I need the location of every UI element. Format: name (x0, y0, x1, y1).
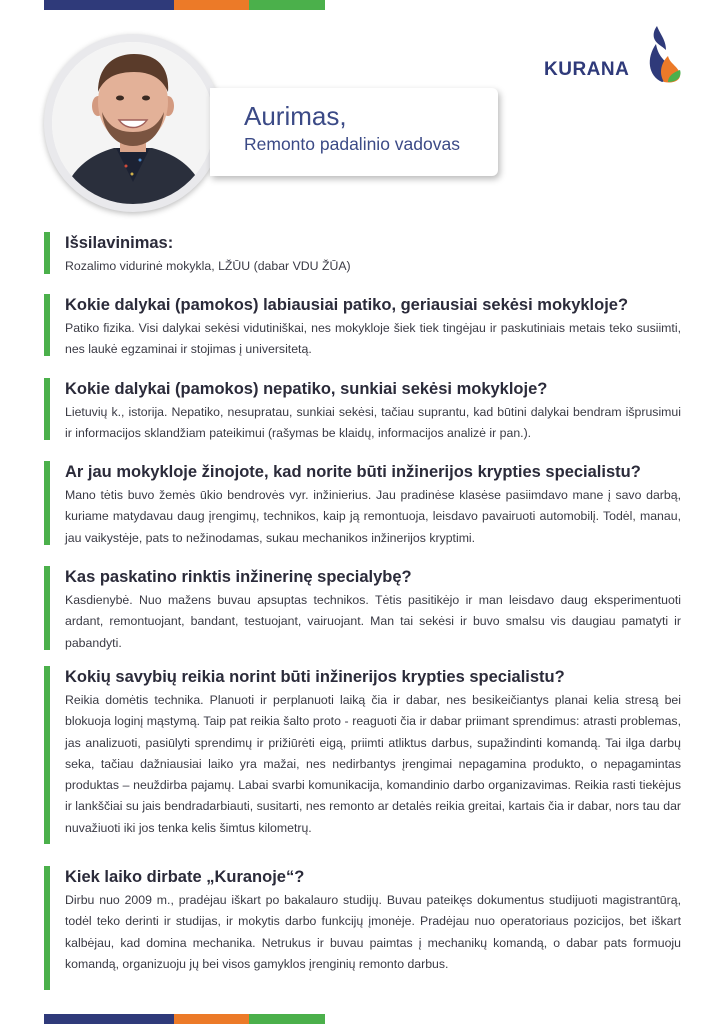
section-bar (44, 566, 50, 650)
section-title: Kokių savybių reikia norint būti inžinerijos krypties specialistu? (65, 668, 565, 686)
top-color-stripe (44, 0, 325, 10)
stripe-orange (174, 1014, 249, 1024)
section-bar (44, 232, 50, 274)
stripe-navy (44, 0, 174, 10)
section-title: Kokie dalykai (pamokos) labiausiai patiko, geriausiai sekėsi mokykloje? (65, 296, 629, 314)
section-bar (44, 378, 50, 440)
logo-text: KURANA (544, 59, 630, 80)
section-text: Reikia domėtis technika. Planuoti ir perplanuoti laiką čia ir dabar, nes besikeičiantys planai kelia stresą bei blokuoja loginį mąstymą. Taip pat reikia šalto proto - reaguoti čia ir dabar priimant sprendimus: atrasti problemas, jas analizuoti, pasiūlyti sprendimų ir prižiūrėti eigą, priimti atliktus darbus, supažindinti komandą. Tai ilga darbų seka, tačiau dažniausiai laiko yra mažai, nes nedirbantys įrengimai nepagamina produkto, o nepagamintas produktas – neuždirba pajamų. Labai svarbi komunikacija, komandinio darbo organizavimas. Reikia rasti tiekėjus ir lankščiai su jais bendradarbiauti, susitarti, nes remonto ar detalės reikia greitai, kartais čia ir dabar, nors tau dar nuvažiuoti iki jos tenka kelis šimtus kilometrų. (65, 693, 681, 835)
stripe-orange (174, 0, 249, 10)
section-bar (44, 294, 50, 356)
stripe-navy (44, 1014, 174, 1024)
section-text: Mano tėtis buvo žemės ūkio bendrovės vyr. inžinierius. Jau pradinėse klasėse pasiimdavo mane į savo darbą, kuriame matydavau daug įrengimų, technikos, kaip ją remontuoja, leisdavo pavairuoti automobilį. Todėl, manau, jau vaikystėje, pats to nežinodamas, sukau mechanikos inžinerijos kryptimi. (65, 488, 681, 545)
person-name: Aurimas, (244, 101, 347, 131)
stripe-green (249, 0, 325, 10)
section-text: Kasdienybė. Nuo mažens buvau apsuptas technikos. Tėtis pasitikėjo ir man leisdavo daug eksperimentuoti ardant, remontuojant, bandant, testuojant, vairuojant. Man tai sekėsi ir buvo smalsu vis daugiau pamatyti ir pabandyti. (65, 593, 681, 650)
section-bar (44, 461, 50, 545)
section-bar (44, 666, 50, 844)
person-portrait-icon (52, 42, 214, 204)
section-title: Ar jau mokykloje žinojote, kad norite būti inžinerijos krypties specialistu? (65, 463, 641, 481)
section-text: Patiko fizika. Visi dalykai sekėsi vidutiniškai, nes mokykloje šiek tiek tingėjau ir paskutiniais metais teko susiimti, nes laukė egzaminai ir stojimas į universitetą. (65, 321, 681, 357)
section-title: Kiek laiko dirbate „Kuranoje“? (65, 868, 305, 886)
section-title: Išsilavinimas: (65, 234, 174, 252)
section-text: Lietuvių k., istorija. Nepatiko, nesupratau, sunkiai sekėsi, tačiau suprantu, kad būtini dalykai bendram išprusimui ir informacijos sklandžiam pateikimui (rašymas be klaidų, informacijos analizė ir pan.). (65, 405, 681, 441)
section-title: Kas paskatino rinktis inžinerinę specialybę? (65, 568, 412, 586)
bottom-color-stripe (44, 1014, 325, 1024)
section-text: Rozalimo vidurinė mokykla, LŽŪU (dabar VDU ŽŪA) (65, 259, 351, 273)
section-text: Dirbu nuo 2009 m., pradėjau iškart po bakalauro studijų. Buvau pateikęs dokumentus studijuoti magistrantūrą, todėl teko derinti ir studijas, ir mokytis darbo funkcijų įmonėje. Pradėjau nuo operatoriaus pozicijos, bet iškart kalbėjau, kad domina mechanika. Netrukus ir buvau paimtas į mechanikų komandą, o dabar pats formuoju komandą, organizuoju jų bei visos gamyklos įrenginių remonto darbus. (65, 893, 681, 971)
section-title: Kokie dalykai (pamokos) nepatiko, sunkiai sekėsi mokykloje? (65, 380, 548, 398)
person-role: Remonto padalinio vadovas (244, 134, 460, 154)
stripe-green (249, 1014, 325, 1024)
section-bar (44, 866, 50, 990)
